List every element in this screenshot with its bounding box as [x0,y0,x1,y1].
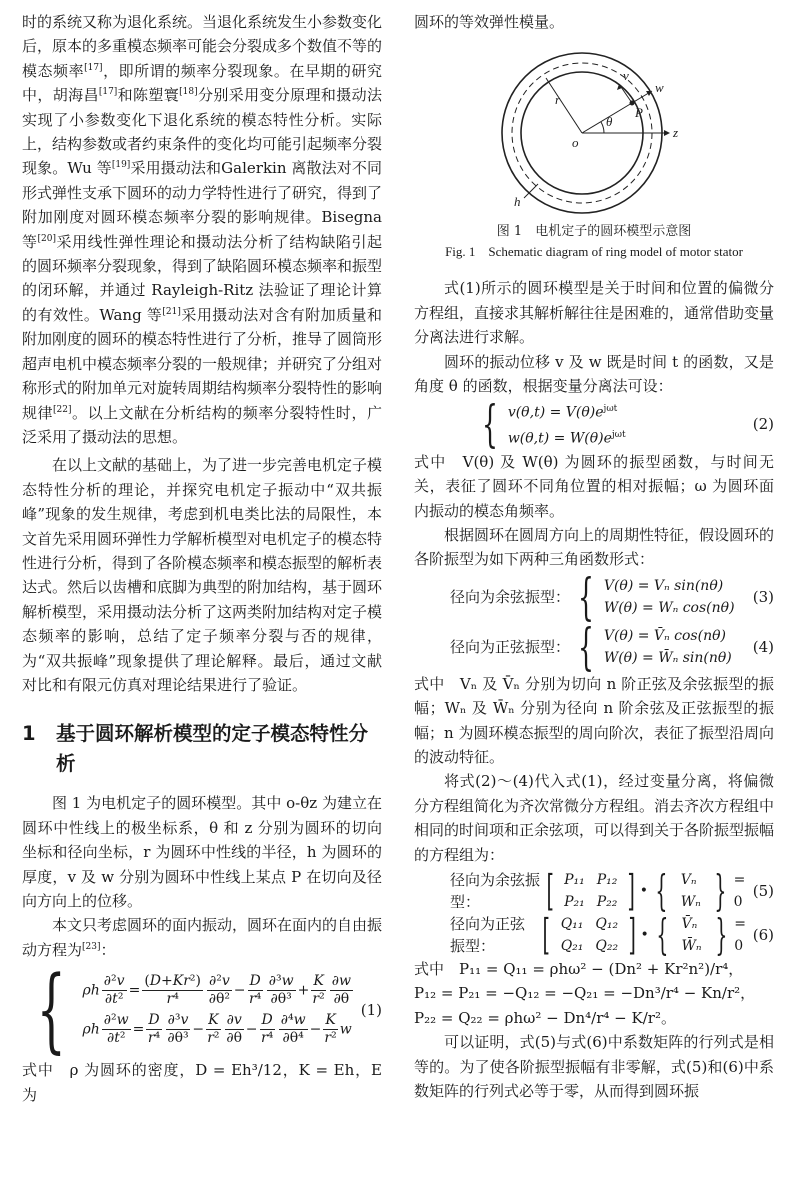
radius-line [546,78,582,133]
label-z: z [673,125,679,141]
equation-5-number: (5) [752,882,774,901]
section-title: 基于圆环解析模型的定子模态特性分析 [56,722,369,776]
paragraph-motivation: 在以上文献的基础上，为了进一步完善电机定子模态特性分析的理论，并探究电机定子振动中“双共振峰”现象的发生规律，考虑到机电类比法的局限性，本文首先采用圆环弹性力学解析模型对电机定子的模态特性进行分析，得到了各阶模态频率和模态振型的解析表达式。然后以齿槽和底脚为典型的附加结构，基于圆环解析模型，采用摄动法分析了这两类附加结构对定子模态频率的影响，总结了定子频率分裂与否的规律，为“双共振峰”现象提供了理论解释。最后，通过文献对比和有限元仿真对理论结果进行了验证。 [22,456,383,694]
paragraph-periodic: 根据圆环在圆周方向上的周期性特征，假设圆环的各阶振型为如下两种三角函数形式： [414,525,775,569]
label-v: v [623,68,629,84]
equation-2-line-2: $w(\theta,t) = W(\theta)e^{j\omega t}$ [507,430,626,447]
point-p [630,101,635,106]
paragraph-mode-function: 式中 V(θ) 及 W(θ) 为圆环的振型函数，与时间无关，表征了圆环不同角位置的相对振幅；ω 为圆环面内振动的模态角频率。 [414,452,774,520]
equation-1-number: (1) [360,1001,382,1020]
label-w: w [655,80,664,96]
paragraph-free-vibration: 本文只考虑圆环的面内振动，圆环在面内的自由振动方程为[23]： [22,916,383,959]
paragraph-determinant: 可以证明，式(5)与式(6)中系数矩阵的行列式是相等的。为了使各阶振型振幅有非零解，式(5)和(6)中系数矩阵的行列式必等于零，从而得到圆环振 [414,1033,774,1101]
section-heading [22,719,382,779]
paragraph-intro: 时的系统又称为退化系统。当退化系统发生小参数变化后，原本的多重模态频率可能会分裂成多个数值不等的模态频率[17]，即所谓的频率分裂现象。在早期的研究中，胡海昌[17]和陈塑寰[18]分别采用变分原理和摄动法实现了小参数变化下退化系统的模态特性分析。实际上，结构参数或者约束条件的变化均可能引起频率分裂现象。Wu 等[19]采用摄动法和Galerkin 离散法对不同形式弹性支承下圆环的动力学特性进行了研究，得到了附加刚度对圆环模态频率分裂的影响规律。Bisegna 等[20]采用线性弹性理论和摄动法分析了结构缺陷引起的圆环频率分裂现象，得到了缺陷圆环模态频率和振型的闭环解，并通过 Rayleigh-Ritz 法验证了理论计算的有效性。Wang 等[21]采用摄动法对含有附加质量和附加刚度的圆环的模态特性进行了分析，推导了圆筒形超声电机中模态频率分裂的一般规律；并研究了分组对称形式的附加单元对旋转周期结构频率分裂特性的影响规律[22]。以上文献在分析结构的频率分裂特性时，广泛采用了摄动法的思想。 [22,13,383,446]
label-theta: θ [606,114,613,130]
figure-caption-en: Fig. 1 Schematic diagram of ring model of motor stator [445,244,743,260]
figure-caption-cn: 图 1 电机定子的圆环模型示意图 [496,224,692,240]
paragraph-symbols: 式中 ρ 为圆环的密度，D = Eh³/12，K = Eh，E 为 [22,1061,382,1104]
equation-5-label: 径向为余弦振型： [450,871,541,912]
equation-6-label: 径向为正弦振型： [450,915,526,956]
label-p: P [635,105,643,121]
equation-3-number: (3) [752,587,774,606]
paragraph-coefficients-1: 式中 P₁₁ = Q₁₁ = ρhω² − (Dn² + Kr²n²)/r⁴， [414,960,744,979]
paragraph-displacement: 圆环的振动位移 v 及 w 既是时间 t 的函数，又是角度 θ 的函数，根据变量分离法可设： [414,352,774,396]
label-h: h [514,194,521,210]
equation-1: { ρh $\frac{\text{∂²v}}{\text{∂t²}}$ = $\frac{\text{(D+Kr²)}}{\text{r⁴}}$ $\frac{\text{∂²v}}{\text{∂θ²}}$ − $\frac{D}{\text{r⁴}}$ $\frac{\text{∂³w}}{\text{∂θ³}}$ + $\frac{K}{\text{r²}}$ $\frac{\partial w}{\partial\theta}$ ρh $\frac{\text{∂²w}}{\text{∂t²}}$ = $\frac{D}{\text{r⁴}}$ $\frac{\text{∂³v}}{\text{∂θ³}}$ − $\frac{K}{\text{r²}}$ $\frac{\partial v}{\partial\theta}$ − $\frac{D}{\text{r⁴}}$ $\frac{\text{∂⁴w}}{\text{∂θ⁴}}$ − $\frac{K}{\text{r²}}$ w (1) [36,956,382,1064]
section-number: 1 [22,722,36,746]
label-o: o [572,135,579,151]
ring-diagram [414,48,774,218]
equation-4-label: 径向为正弦振型： [450,637,571,656]
paragraph-separation: 式(1)所示的圆环模型是关于时间和位置的偏微分方程组，直接求其解析解往往是困难的，通常借助变量分离法进行求解。 [414,279,775,347]
equation-3: 径向为余弦振型： { V(θ) = Vₙ sin(nθ) W(θ) = Wₙ cos(nθ) (3) [450,567,774,626]
equation-2: { $v(\theta,t) = V(\theta)e^{j\omega t}$ $w(\theta,t) = W(\theta)e^{j\omega t}$ (2) [481,395,774,454]
paragraph-substitution: 将式(2)～(4)代入式(1)，经过变量分离，将偏微分方程组简化为齐次常微分方程组。消去齐次方程组中相同的时间项和正余弦项，可以得到关于各阶振型振幅的方程组为： [414,772,775,864]
paragraph-ring-model: 图 1 为电机定子的圆环模型。其中 o-θz 为建立在圆环中性线上的极坐标系，θ 和 z 分别为圆环的切向坐标和径向坐标，r 为圆环中性线的半径，h 为圆环的厚度，v 及 w 分别为圆环中性线上某点 P 在切向及径向方向上的位移。 [22,794,382,910]
equation-4-number: (4) [752,637,774,656]
equation-6-number: (6) [752,926,774,945]
paragraph-continuation: 圆环的等效弹性模量。 [414,13,565,31]
equation-3-label: 径向为余弦振型： [450,587,571,606]
paragraph-coefficients-2: P₁₂ = P₂₁ = −Q₁₂ = −Q₂₁ = −Dn³/r⁴ − Kn/r²， [414,984,756,1003]
equation-5: 径向为余弦振型： [ P₁₁ P₁₂ P₂₁ P₂₂ ] • { Vₙ Wₙ } = 0 (5) [450,866,774,916]
v-arrowhead [617,84,622,90]
figure-ring-model [414,48,774,218]
label-r: r [555,92,561,108]
paragraph-coefficients-3: P₂₂ = Q₂₂ = ρhω² − Dn⁴/r⁴ − K/r²。 [414,1008,676,1027]
equation-6: 径向为正弦振型： [ Q₁₁ Q₁₂ Q₂₁ Q₂₂ ] • { V̄ₙ W̄ₙ } = 0 (6) [450,910,774,960]
equation-2-number: (2) [752,415,774,434]
left-column [22,10,382,1107]
equation-4: 径向为正弦振型： { V(θ) = V̄ₙ cos(nθ) W(θ) = W̄ₙ sin(nθ) (4) [450,617,774,676]
theta-arc [601,122,604,133]
right-column [414,10,774,1103]
equation-2-line-1: $v(\theta,t) = V(\theta)e^{j\omega t}$ [507,404,618,422]
z-arrowhead [664,130,670,136]
paragraph-amplitudes: 式中 Vₙ 及 V̄ₙ 分别为切向 n 阶正弦及余弦振型的振幅；Wₙ 及 W̄ₙ 分别为径向 n 阶余弦及正弦振型的振幅；n 为圆环模态振型的周向阶次，表征了振型沿周向的波动特征。 [414,674,774,766]
